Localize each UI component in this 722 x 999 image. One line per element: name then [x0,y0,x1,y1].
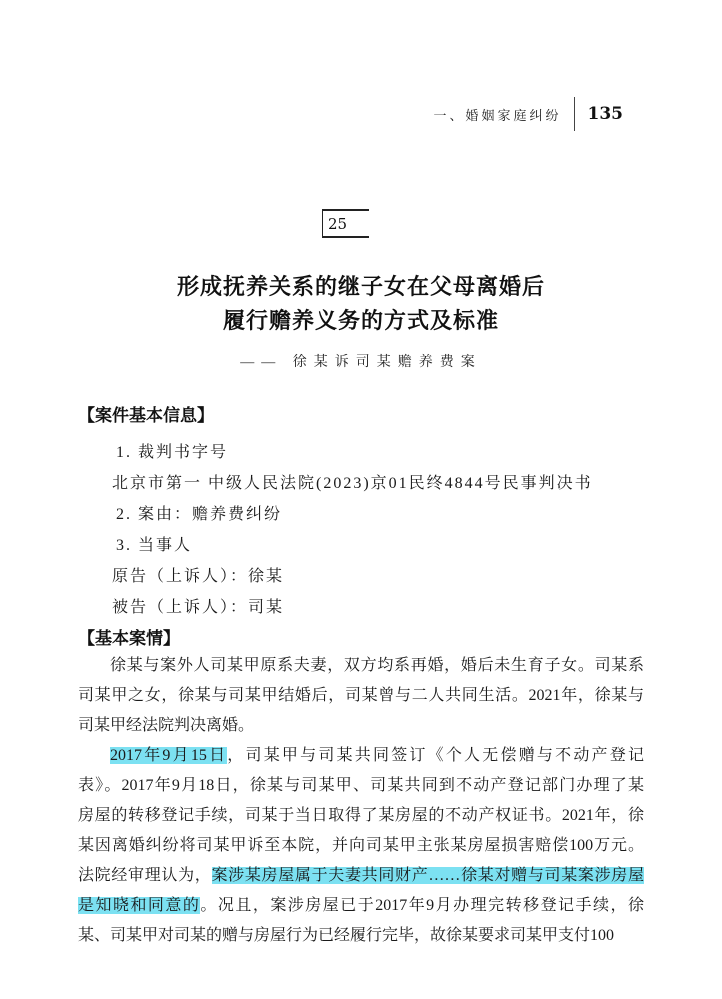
body-text-segment: 某因离婚纠纷将司某甲诉至本院，并向司某甲主张某房屋损害赔偿100万元。 [78,837,644,854]
case-subtitle: —— 徐某诉司某赡养费案 [240,355,482,370]
body-line [78,651,644,681]
section-heading-basic-info: 【案件基本信息】 [78,406,214,425]
body-text-segment: 司某甲经法院判决离婚。 [78,717,255,734]
body-line [78,861,644,891]
body-line [78,801,644,831]
body-line [78,891,644,921]
page-number: 135 [587,104,623,124]
info-item: 1. 裁判书字号 [116,444,229,461]
case-number-box [322,209,369,238]
body-text-segment: 某、司某甲对司某的赠与房屋行为已经履行完毕，故徐某要求司某甲支付100 [78,927,615,944]
body-text-segment: 表》。2017年9月18日，徐某与司某甲、司某共同到不动产登记部门办理了某 [78,777,644,794]
body-line [78,771,644,801]
body-line [78,741,644,771]
info-item: 北京市第一 中级人民法院(2023)京01民终4844号民事判决书 [112,475,593,492]
body-text-segment: ，司某甲与司某共同签订《个人无偿赠与不动产登记 [227,747,644,764]
body-text-segment: 徐某与案外人司某甲原系夫妻，双方均系再婚，婚后未生育子女。司某系 [110,657,644,674]
info-item: 2. 案由：赡养费纠纷 [116,506,283,523]
body-line [78,681,644,711]
info-item: 原告（上诉人）：徐某 [112,568,285,585]
case-number: 25 [328,214,348,233]
basic-info-list [78,437,644,623]
body-text-segment: 房屋的转移登记手续，司某于当日取得了某房屋的不动产权证书。2021年，徐 [78,807,644,824]
page-header [433,97,623,131]
body-text-segment: 。况且，案涉房屋已于2017年9月办理完转移登记手续，徐 [200,897,644,914]
highlighted-text: 2017年9月15日 [110,747,228,764]
info-item: 3. 当事人 [116,537,193,554]
body-line [78,831,644,861]
running-head-section: 一、婚姻家庭纠纷 [433,107,562,123]
case-title-line-2: 履行赡养义务的方式及标准 [222,308,499,333]
title-block [0,270,722,371]
body-line [78,921,644,951]
highlighted-text: 是知晓和同意的 [78,897,201,914]
highlighted-text: 案涉某房屋属于夫妻共同财产……徐某对赠与司某案涉房屋 [211,867,644,884]
body-line [78,711,644,741]
case-facts-body [78,651,644,951]
section-heading-case-facts: 【基本案情】 [78,629,180,648]
info-item: 被告（上诉人）：司某 [112,599,285,616]
body-text-segment: 法院经审理认为， [78,867,212,884]
case-title-line-1: 形成抚养关系的继子女在父母离婚后 [176,274,545,299]
body-text-segment: 司某甲之女，徐某与司某甲结婚后，司某曾与二人共同生活。2021年，徐某与 [78,687,644,704]
